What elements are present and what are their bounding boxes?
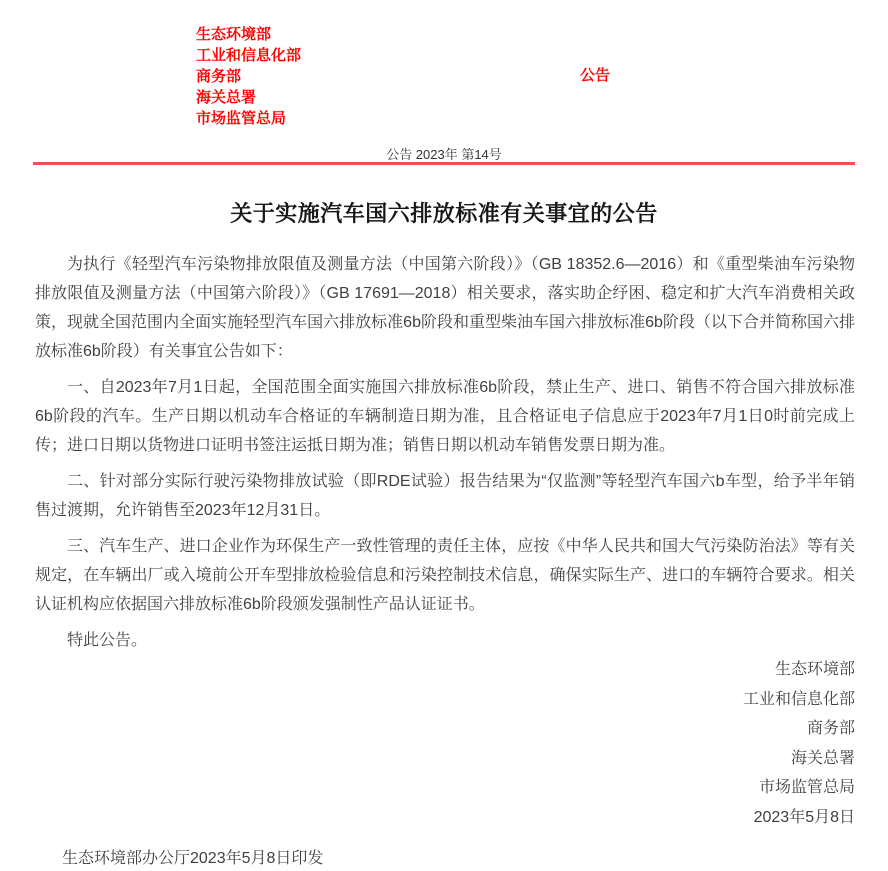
signature-agency: 生态环境部 [774,661,855,678]
closing-line: 特此公告。 [67,632,148,649]
body-paragraph-intro: 为执行《轻型汽车污染物排放限值及测量方法（中国第六阶段）》（GB 18352.6—2016）和《重型柴油车污染物排放限值及测量方法（中国第六阶段）》（GB 17691—2018）相关要求，落实助企纾困、稳定和扩大汽车消费相关政策，现就全国范围内全面实施轻型汽车国六排放标准6b阶段和重型柴油车国六排放标准6b阶段（以下合并简称国六排放标准6b阶段）有关事宜公告如下： [35,256,855,360]
letterhead-agency-list [196,24,301,129]
doc-type-label: 公告 [580,67,611,84]
doc-number: 公告 2023年 第14号 [386,147,502,162]
signature-agency: 市场监管总局 [758,779,855,796]
body-paragraph-item-2: 二、针对部分实际行驶污染物排放试验（即RDE试验）报告结果为“仅监测”等轻型汽车国六b车型，给予半年销售过渡期，允许销售至2023年12月31日。 [35,473,855,519]
body-paragraph-item-1: 一、自2023年7月1日起，全国范围全面实施国六排放标准6b阶段，禁止生产、进口、销售不符合国六排放标准6b阶段的汽车。生产日期以机动车合格证的车辆制造日期为准，且合格证电子信息应于2023年7月1日0时前完成上传；进口日期以货物进口证明书签注运抵日期为准；销售日期以机动车销售发票日期为准。 [35,379,855,454]
signature-agency: 海关总署 [790,749,855,767]
signature-block [743,655,855,832]
letterhead-agency: 海关总署 [196,89,257,106]
letterhead-agency: 工业和信息化部 [196,47,302,64]
signature-agency: 商务部 [806,720,855,737]
page-title: 关于实施汽车国六排放标准有关事宜的公告 [230,201,658,226]
signature-agency: 工业和信息化部 [742,690,855,708]
signature-date: 2023年5月8日 [753,808,855,826]
letterhead-agency: 市场监管总局 [196,110,287,127]
letterhead-agency: 生态环境部 [196,26,272,43]
imprint-note: 生态环境部办公厅2023年5月8日印发 [62,850,324,867]
body-paragraph-item-3: 三、汽车生产、进口企业作为环保生产一致性管理的责任主体，应按《中华人民共和国大气污染防治法》等有关规定，在车辆出厂或入境前公开车型排放检验信息和污染控制技术信息，确保实际生产、进口的车辆符合要求。相关认证机构应依据国六排放标准6b阶段颁发强制性产品认证证书。 [35,538,855,613]
letterhead-agency: 商务部 [196,68,242,85]
document-body [35,250,855,655]
red-divider-rule [33,162,855,165]
